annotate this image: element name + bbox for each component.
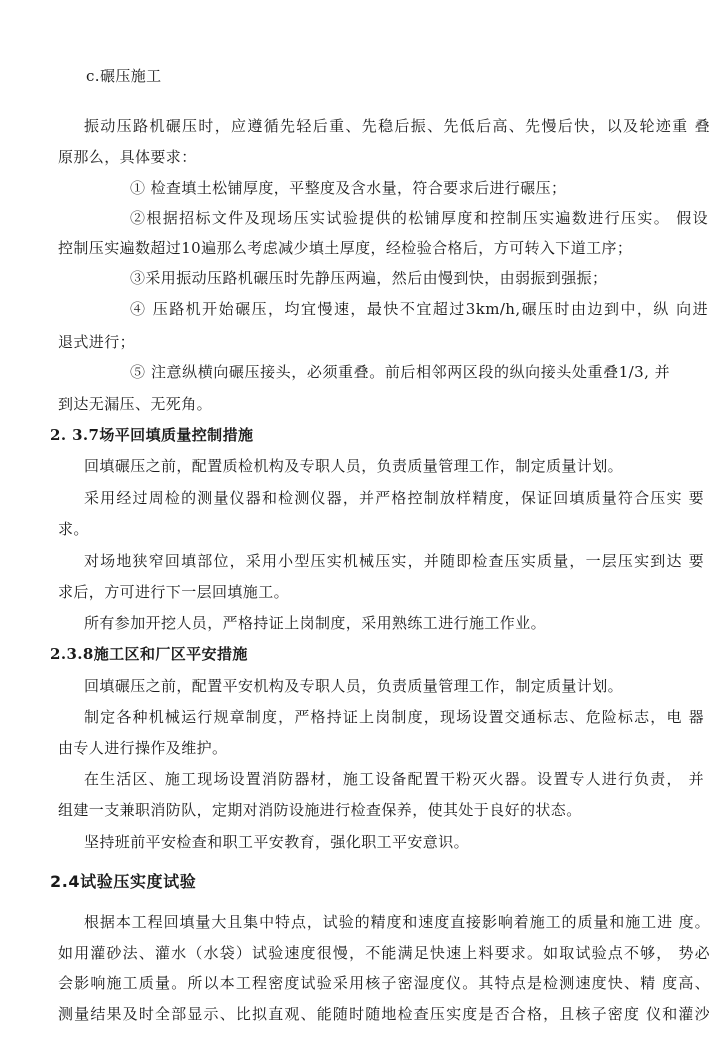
list-item-4-cont: 退式进行； — [58, 333, 136, 351]
list-item-1: ① 检查填土松铺厚度，平整度及含水量，符合要求后进行碾压； — [130, 179, 567, 197]
list-item-2: ②根据招标文件及现场压实试验提供的松铺厚度和控制压实遍数进行压实。 假设 — [130, 209, 708, 227]
list-item-5: ⑤ 注意纵横向碾压接头，必须重叠。前后相邻两区段的纵向接头处重叠1/3, 并 — [130, 363, 670, 381]
paragraph-line: 原那么，具体要求： — [58, 148, 197, 166]
paragraph-line: 根据本工程回填量大且集中特点，试验的精度和速度直接影响着施工的质量和施工进 度。 — [84, 913, 710, 931]
paragraph-line: 求后，方可进行下一层回填施工。 — [58, 583, 290, 601]
paragraph-line: 在生活区、施工现场设置消防器材，施工设备配置干粉灭火器。设置专人进行负责， 并 — [84, 770, 704, 788]
paragraph-line: 求。 — [58, 520, 89, 538]
paragraph-line: 对场地狭窄回填部位，采用小型压实机械压实，并随即检查压实质量，一层压实到达 要 — [84, 552, 704, 570]
section-heading-2-3-8: 2.3.8施工区和厂区平安措施 — [50, 645, 248, 663]
paragraph-line: 回填碾压之前，配置平安机构及专职人员，负责质量管理工作，制定质量计划。 — [84, 677, 624, 695]
paragraph-line: 坚持班前平安检查和职工平安教育，强化职工平安意识。 — [84, 833, 470, 851]
list-item-5-cont: 到达无漏压、无死角。 — [58, 395, 213, 413]
paragraph-line: 测量结果及时全部显示、比拟直观、能随时随地检查压实度是否合格，且核子密度 仪和灌沙 — [58, 1005, 710, 1023]
paragraph-line: 如用灌砂法、灌水（水袋）试验速度很慢，不能满足快速上料要求。如取试验点不够， 势必 — [58, 944, 710, 962]
paragraph-line: 由专人进行操作及维护。 — [58, 739, 228, 757]
section-c-heading: c.碾压施工 — [86, 67, 162, 85]
paragraph-line: 振动压路机碾压时，应遵循先轻后重、先稳后振、先低后高、先慢后快，以及轮迹重 叠 — [84, 117, 710, 135]
paragraph-line: 制定各种机械运行规章制度，严格持证上岗制度，现场设置交通标志、危险标志，电 器 — [84, 708, 704, 726]
list-item-4: ④ 压路机开始碾压，均宜慢速，最快不宜超过3km/h,碾压时由边到中，纵 向进 — [130, 300, 708, 318]
paragraph-line: 会影响施工质量。所以本工程密度试验采用核子密湿度仪。其特点是检测速度快、精 度高、 — [58, 974, 710, 992]
list-item-3: ③采用振动压路机碾压时先静压两遍，然后由慢到快，由弱振到强振； — [130, 269, 608, 287]
paragraph-line: 所有参加开挖人员，严格持证上岗制度，采用熟练工进行施工作业。 — [84, 614, 547, 632]
section-heading-2-3-7: 2. 3.7场平回填质量控制措施 — [50, 426, 254, 444]
paragraph-line: 回填碾压之前，配置质检机构及专职人员，负责质量管理工作，制定质量计划。 — [84, 457, 624, 475]
section-heading-2-4: 2.4试验压实度试验 — [50, 872, 197, 891]
paragraph-line: 采用经过周检的测量仪器和检测仪器，并严格控制放样精度，保证回填质量符合压实 要 — [84, 489, 704, 507]
list-item-2-cont: 控制压实遍数超过10遍那么考虑减少填土厚度，经检验合格后，方可转入下道工序； — [58, 239, 633, 257]
paragraph-line: 组建一支兼职消防队，定期对消防设施进行检查保养，使其处于良好的状态。 — [58, 801, 582, 819]
